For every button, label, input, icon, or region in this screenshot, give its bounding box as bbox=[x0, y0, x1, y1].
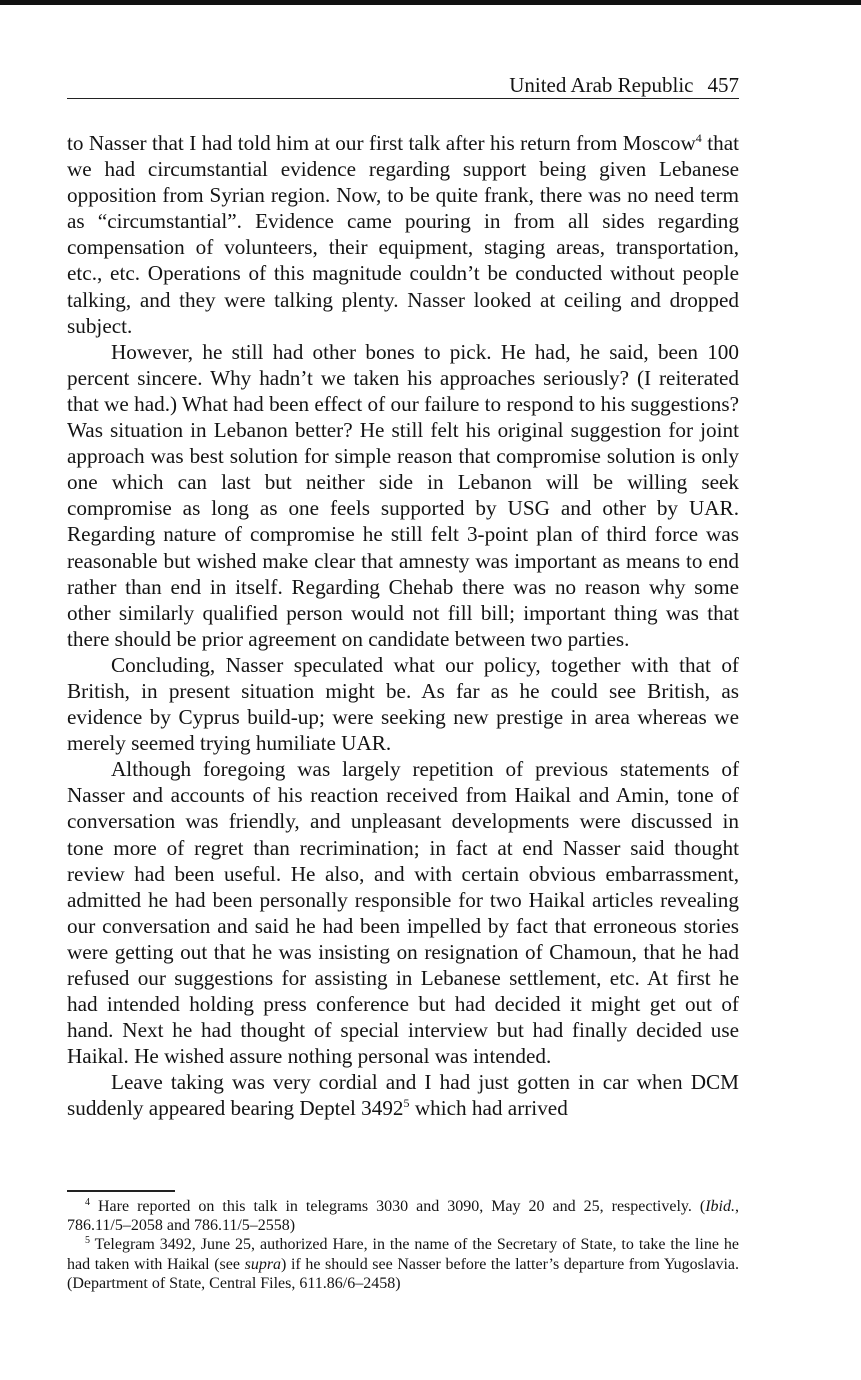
paragraph-4: Although foregoing was largely repetition of previous statements of Nasser and accounts of his reaction received from Haikal and Amin, tone of conversation was friendly, and unpleasant developments were discussed in tone more of regret than recrimination; in fact at end Nasser said thought review had been useful. He also, and with certain obvious embarrassment, admitted he had been personally responsible for two Haikal articles revealing our conversation and said he had been impelled by fact that erroneous stories were getting out that he was insisting on resignation of Chamoun, that he had refused our suggestions for assisting in Lebanese settlement, etc. At first he had intended holding press conference but had decided it might get out of hand. Next he had thought of special interview but had finally decided use Haikal. He wished assure nothing personal was intended. bbox=[67, 757, 739, 1069]
paragraph-5 bbox=[67, 1069, 739, 1121]
page-top-edge bbox=[0, 0, 861, 5]
footnote-4-text-a: Hare reported on this talk in telegrams 3030 and 3090, May 20 and 25, respectively. ( bbox=[90, 1198, 706, 1215]
footnote-5-supra: supra bbox=[244, 1255, 282, 1273]
paragraph-1-text-a: to Nasser that I had told him at our first talk after his return from Moscow bbox=[67, 131, 696, 155]
footnote-5-marker: 5 bbox=[85, 1235, 90, 1247]
footnote-ref-4: 4 bbox=[695, 131, 702, 145]
paragraph-1-text-b: that we had circumstantial evidence regarding support being given Lebanese opposition from Syrian region. Now, to be quite frank, there was no need term as “circumstantial”. Evidence came pouring in from all sides regarding compensation of volunteers, their equipment, staging areas, transportation, etc., etc. Operations of this magnitude couldn’t be conducted without people talking, and they were talking plenty. Nasser looked at ceiling and dropped subject. bbox=[67, 131, 739, 338]
paragraph-1 bbox=[67, 130, 739, 339]
footnote-5-text-b: ) if he should see Nasser before the latter’s departure from Yugoslavia. (Department of State, Central Files, 611.86/6–2458) bbox=[67, 1255, 739, 1292]
footnotes bbox=[67, 1197, 739, 1293]
running-header bbox=[67, 72, 739, 99]
footnote-5-text-a: Telegram 3492, June 25, authorized Hare, in the name of the Secretary of State, to take the line he had taken with Haikal (see bbox=[67, 1236, 739, 1273]
paragraph-3: Concluding, Nasser speculated what our policy, together with that of British, in present situation might be. As far as he could see British, as evidence by Cyprus build-up; were seeking new prestige in area whereas we merely seemed trying humiliate UAR. bbox=[67, 652, 739, 756]
footnote-4 bbox=[67, 1197, 739, 1235]
paragraph-5-text-b: which had arrived bbox=[409, 1096, 568, 1121]
footnote-ref-5: 5 bbox=[403, 1096, 410, 1111]
footnote-4-text-b: , 786.11/5–2058 and 786.11/5–2558) bbox=[67, 1198, 739, 1235]
body-text bbox=[67, 130, 739, 1122]
footnote-5 bbox=[67, 1235, 739, 1293]
running-title: United Arab Republic bbox=[509, 73, 694, 97]
paragraph-2: However, he still had other bones to pick. He had, he said, been 100 percent sincere. Why hadn’t we taken his approaches seriously? (I reiterated that we had.) What had been effect of our failure to respond to his suggestions? Was situation in Lebanon better? He still felt his original suggestion for joint approach was best solution for simple reason that compromise solution is only one which can last but neither side in Lebanon will be willing seek compromise as long as one feels supported by USG and other by UAR. Regarding nature of compromise he still felt 3-point plan of third force was reasonable but wished make clear that amnesty was important as means to end rather than end in itself. Regarding Chehab there was no reason why some other similarly qualified person would not fill bill; important thing was that there should be prior agreement on candidate between two parties. bbox=[67, 339, 739, 651]
page-number: 457 bbox=[707, 73, 739, 97]
footnote-4-marker: 4 bbox=[85, 1197, 90, 1208]
footnote-rule bbox=[67, 1190, 175, 1192]
paragraph-5-text-a: Leave taking was very cordial and I had just gotten in car when DCM suddenly appeared bearing Deptel 3492 bbox=[67, 1070, 739, 1121]
footnote-4-ibid: Ibid. bbox=[705, 1198, 735, 1215]
